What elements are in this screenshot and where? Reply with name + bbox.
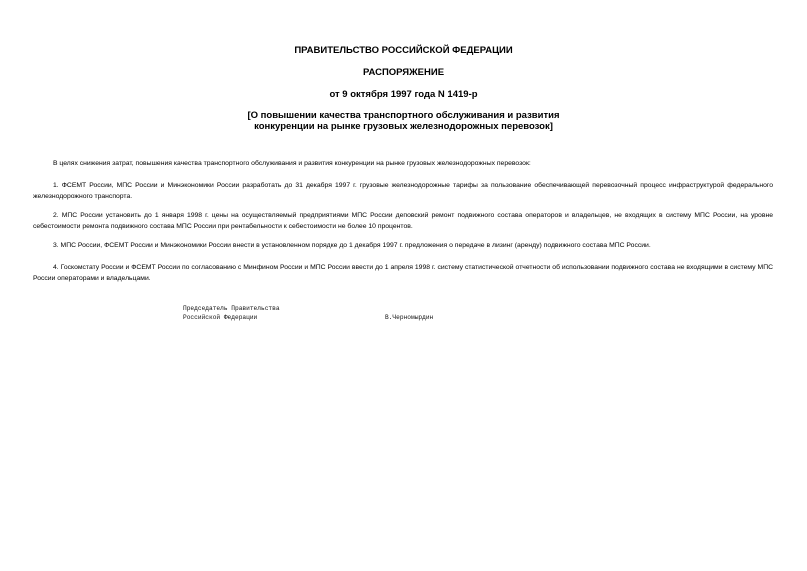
clause-2: 2. МПС России установить до 1 января 1998 г. цены на осуществляемый предприятиями МПС России деповский ремонт подвижного состава операторов и владельцев, не входящих в систему МПС России, на уровне себестоимости ремонта подвижного состава МПС России при рентабельности к себестоимости не более 10 процентов. [33,212,773,230]
document-title-line-1: [О повышении качества транспортного обслуживания и развития [247,110,560,121]
clause-3: 3. МПС России, ФСЕМТ России и Минэкономики России внести в установленном порядке до 1 декабря 1997 г. предложения о передаче в лизинг (аренду) подвижного состава МПС России. [53,242,651,249]
document-title-line-2: конкуренции на рынке грузовых железнодорожных перевозок] [254,121,553,132]
signatory-title-line-1: Председатель Правительства [183,305,280,312]
clause-4: 4. Госкомстату России и ФСЕМТ России по согласованию с Минфином России и МПС России ввести до 1 апреля 1998 г. систему статистической отчетности об использовании подвижного состава не входящими в систему МПС России операторами и владельцами. [33,264,773,282]
signatory-name: В.Черномырдин [385,314,434,321]
document-date-number: от 9 октября 1997 года N 1419-р [329,89,478,100]
issuing-authority: ПРАВИТЕЛЬСТВО РОССИЙСКОЙ ФЕДЕРАЦИИ [294,45,513,56]
signatory-title-line-2: Российской Федерации [183,314,258,321]
document-type: РАСПОРЯЖЕНИЕ [362,67,445,78]
clause-1: 1. ФСЕМТ России, МПС России и Минэкономики России разработать до 31 декабря 1997 г. грузовые железнодорожные тарифы за пользование обеспечивающей перевозочный процесс инфраструктурой федерального железнодорожного транспорта. [33,182,773,200]
preamble-paragraph: В целях снижения затрат, повышения качества транспортного обслуживания и развития конкуренции на рынке грузовых железнодорожных перевозок: [53,160,531,167]
